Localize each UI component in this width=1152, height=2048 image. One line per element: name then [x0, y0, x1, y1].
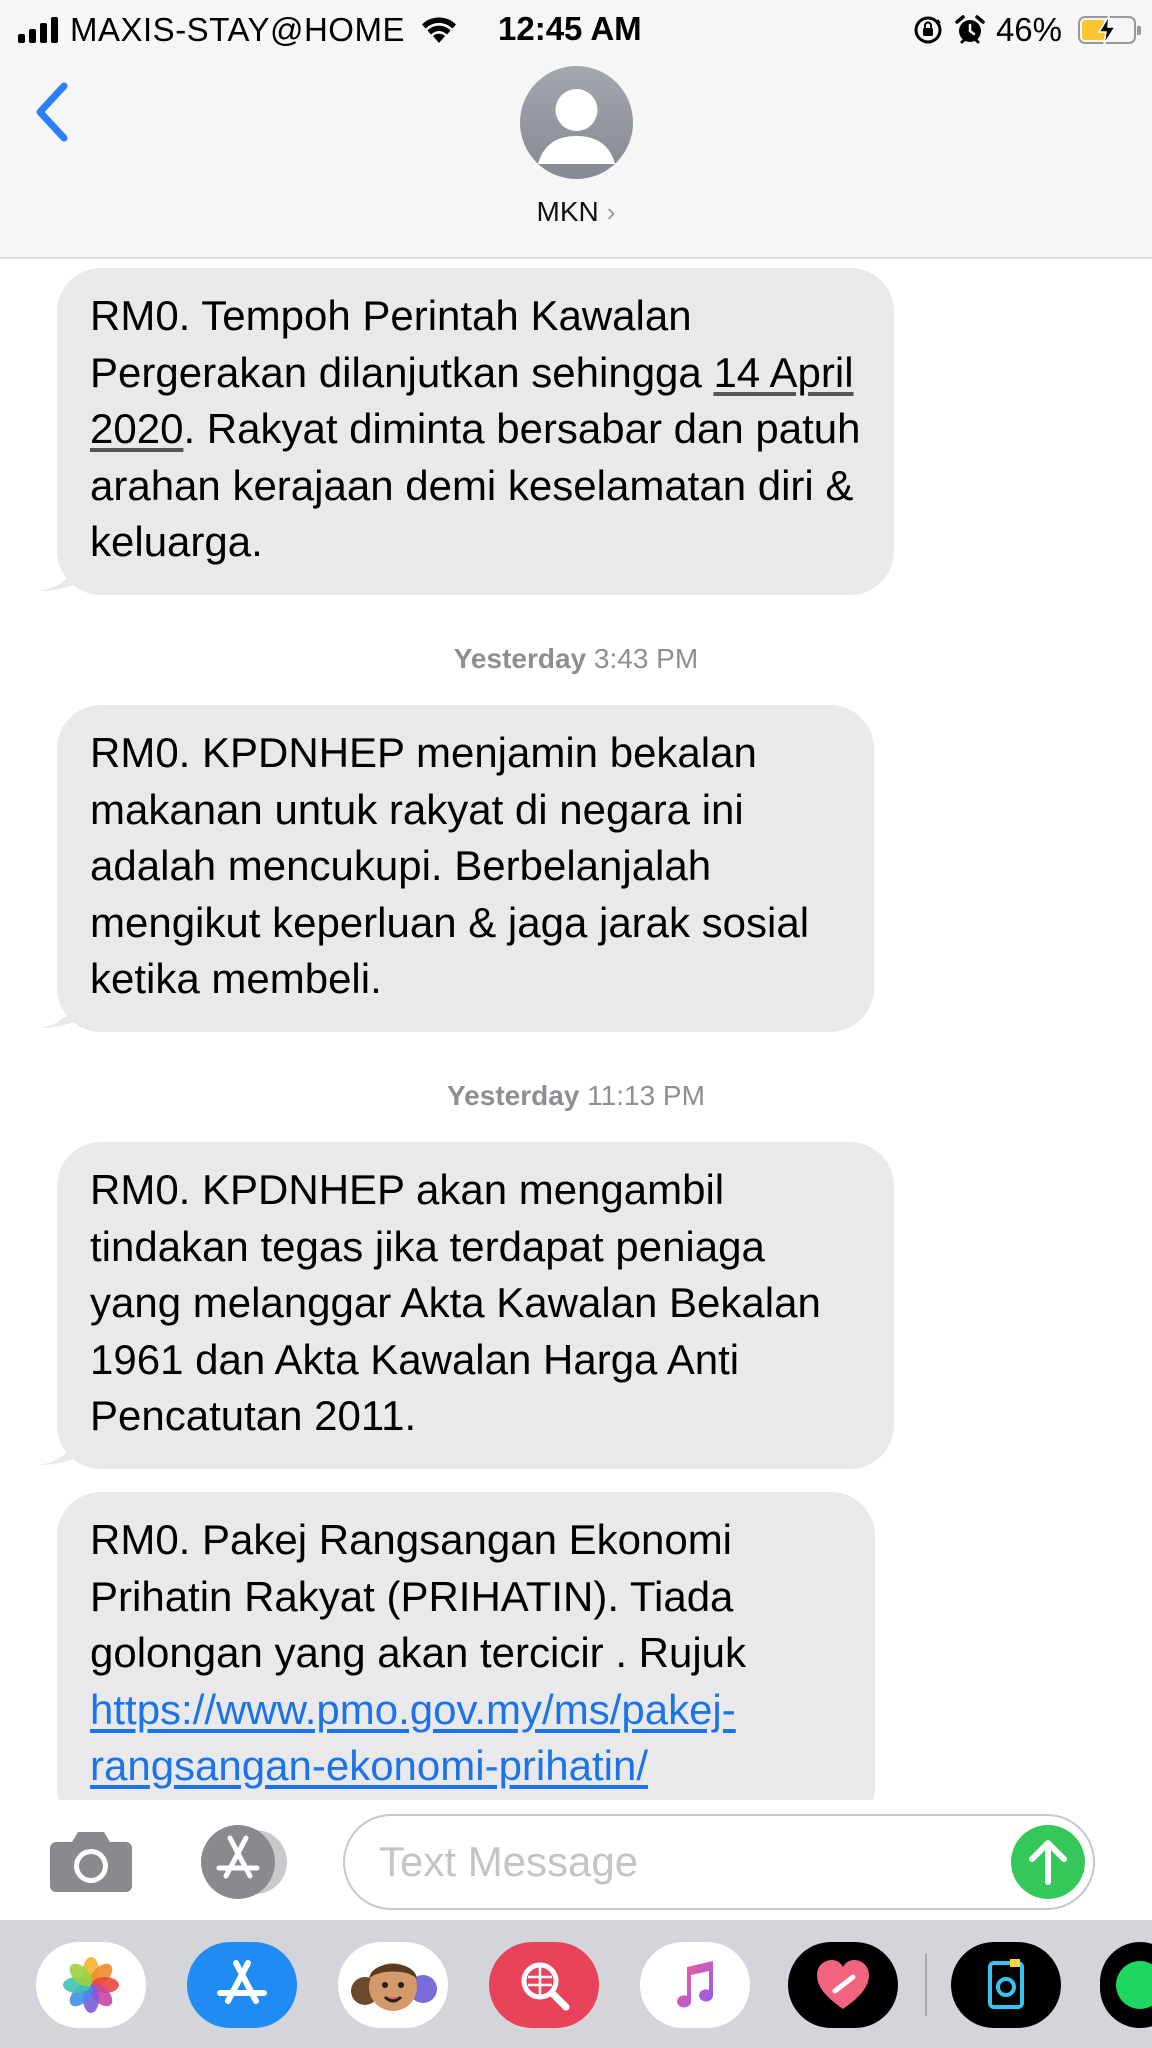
- message-date-underlined: 14 April 2020: [90, 348, 854, 452]
- message-link[interactable]: https://www.pmo.gov.my/ms/pakej-rangsangan-ekonomi-prihatin/: [90, 1685, 736, 1789]
- message-text: . Rakyat diminta bersabar dan patuh arahan kerajaan demi keselamatan diri & keluarga.: [90, 405, 861, 565]
- timestamp: [0, 1080, 1152, 1112]
- timestamp: [0, 643, 1152, 675]
- arrow-up-icon: [1026, 1838, 1070, 1886]
- send-button[interactable]: [1011, 1825, 1085, 1899]
- battery-percent: 46%: [995, 11, 1062, 48]
- bubble-tail: [38, 1431, 78, 1467]
- message-bubble[interactable]: [57, 705, 874, 1032]
- memoji-app-button[interactable]: [338, 1942, 448, 2028]
- spotify-icon: [1112, 1957, 1152, 2013]
- message-input[interactable]: [379, 1834, 979, 1890]
- photos-app-button[interactable]: [36, 1942, 146, 2028]
- carrier-name: MAXIS-STAY@HOME: [70, 11, 405, 48]
- contact-name-button[interactable]: [0, 196, 1152, 228]
- timestamp-day: Yesterday: [447, 1080, 580, 1111]
- apps-button[interactable]: [195, 1824, 295, 1900]
- app-drawer: [0, 1920, 1152, 2048]
- contact-name: MKN: [536, 196, 599, 227]
- clock-text: 12:45 AM: [498, 10, 642, 47]
- message-bubble[interactable]: [57, 268, 894, 595]
- globe-search-icon: [514, 1955, 574, 2015]
- bubble-tail: [38, 994, 78, 1030]
- chevron-right-icon: ›: [606, 197, 616, 227]
- spotify-app-button[interactable]: [1100, 1942, 1152, 2028]
- timestamp-time: 3:43 PM: [593, 643, 699, 674]
- digital-touch-app-button[interactable]: [788, 1942, 898, 2028]
- message-text-field[interactable]: [343, 1814, 1095, 1910]
- alarm-icon: [954, 14, 986, 46]
- app-store-icon: [212, 1955, 272, 2015]
- music-note-icon: [665, 1955, 725, 2015]
- images-search-app-button[interactable]: [489, 1942, 599, 2028]
- camera-button[interactable]: [48, 1828, 134, 1894]
- heart-icon: [813, 1957, 873, 2013]
- battery-icon: [1078, 16, 1136, 44]
- contact-avatar[interactable]: [520, 66, 633, 179]
- message-text: RM0. Pakej Rangsangan Ekonomi Prihatin Rakyat (PRIHATIN). Tiada golongan yang akan tercicir . Rujuk: [90, 1516, 747, 1676]
- app-store-icon: [195, 1824, 295, 1900]
- music-app-button[interactable]: [640, 1942, 750, 2028]
- person-silhouette-icon: [520, 66, 633, 179]
- screenshot-app-button[interactable]: [951, 1942, 1061, 2028]
- message-bubble[interactable]: [57, 1142, 894, 1469]
- orientation-lock-icon: [912, 14, 944, 46]
- camera-frame-icon: [976, 1955, 1036, 2015]
- bubble-tail: [38, 557, 78, 593]
- wifi-icon: [419, 15, 459, 45]
- back-chevron-icon[interactable]: [30, 80, 74, 144]
- status-bar: [0, 0, 1152, 60]
- memoji-icon: [343, 1945, 443, 2025]
- message-text: RM0. Tempoh Perintah Kawalan Pergerakan dilanjutkan sehingga: [90, 292, 714, 396]
- message-text: RM0. KPDNHEP menjamin bekalan makanan untuk rakyat di negara ini adalah mencukupi. Berbelanjalah mengikut keperluan & jaga jarak sosial ketika membeli.: [90, 729, 810, 1002]
- drawer-divider: [925, 1954, 927, 2016]
- camera-icon: [48, 1828, 134, 1894]
- compose-bar: [0, 1800, 1152, 1920]
- timestamp-day: Yesterday: [453, 643, 587, 674]
- photos-icon: [61, 1955, 121, 2015]
- timestamp-time: 11:13 PM: [587, 1080, 705, 1111]
- status-left: [18, 10, 459, 50]
- status-right: [912, 10, 1136, 50]
- message-text: RM0. KPDNHEP akan mengambil tindakan tegas jika terdapat peniaga yang melanggar Akta Kawalan Bekalan 1961 dan Akta Kawalan Harga Anti Pencatutan 2011.: [90, 1166, 821, 1439]
- message-bubble[interactable]: [57, 1492, 875, 1801]
- message-list[interactable]: [0, 261, 1152, 1801]
- charging-bolt-icon: [1096, 15, 1118, 45]
- cellular-signal-icon: [18, 17, 58, 43]
- app-store-app-button[interactable]: [187, 1942, 297, 2028]
- conversation-header: [0, 0, 1152, 259]
